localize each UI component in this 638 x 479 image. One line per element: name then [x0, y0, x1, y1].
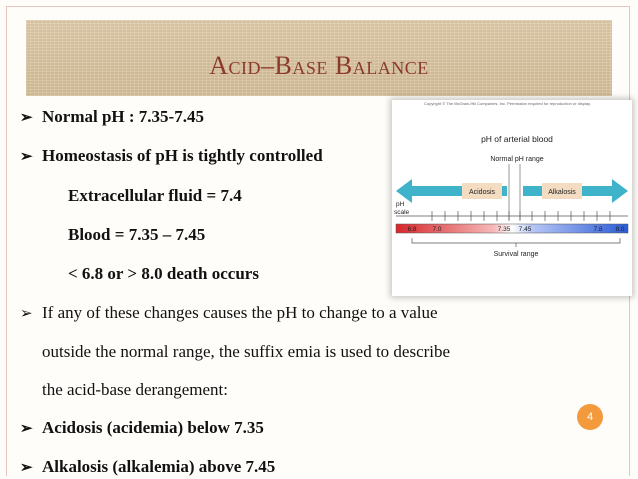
- acidosis-label: Acidosis: [468, 189, 496, 196]
- survival-range-label: Survival range: [493, 251, 539, 258]
- survival-range-bracket: [412, 238, 620, 243]
- bullet-text: Extracellular fluid = 7.4: [68, 186, 242, 205]
- bullet-alkalosis: [20, 456, 275, 479]
- bullet-text: Alkalosis (alkalemia) above 7.45: [42, 457, 276, 476]
- tick-7-45: 7.45: [518, 226, 532, 233]
- bullet-homeostasis: [20, 145, 323, 168]
- figure-copyright: Copyright © The McGraw-Hill Companies, Inc. Permission required for reproduction or display.: [424, 101, 591, 106]
- bullet-acidosis: [20, 417, 264, 440]
- scale-label: scale: [394, 209, 410, 216]
- bullet-text: < 6.8 or > 8.0 death occurs: [68, 264, 259, 283]
- arrow-bullet-icon: ➢: [20, 110, 33, 126]
- ph-label: pH: [396, 201, 405, 208]
- tick-7-35: 7.35: [497, 226, 511, 233]
- arrow-bullet-icon: ➢: [20, 149, 33, 165]
- arrow-bullet-icon: ➢: [20, 421, 33, 437]
- bullet-changes-cont-1: [20, 341, 450, 363]
- bullet-text: If any of these changes causes the pH to change to a value: [42, 303, 438, 322]
- bullet-text: Acidosis (acidemia) below 7.35: [42, 418, 264, 437]
- tick-8-0: 8.0: [615, 226, 625, 233]
- bullet-blood: [20, 224, 205, 246]
- arrow-bullet-icon: ➢: [20, 306, 33, 322]
- bullet-normal-ph: [20, 106, 204, 129]
- bullet-text: the acid-base derangement:: [42, 380, 228, 399]
- normal-range-label: Normal pH range: [490, 156, 544, 163]
- bullet-text: outside the normal range, the suffix emia is used to describe: [42, 342, 451, 361]
- bullet-death: [20, 263, 259, 285]
- alkalosis-label: Alkalosis: [548, 189, 576, 196]
- figure-heading: pH of arterial blood: [481, 134, 553, 144]
- slide-title: Acid–Base Balance: [209, 51, 429, 80]
- tick-7-8: 7.8: [593, 226, 603, 233]
- bullet-extracellular: [20, 185, 242, 207]
- page-number-badge: 4: [577, 404, 603, 430]
- bullet-changes-cont-2: [20, 379, 228, 401]
- ph-scale-diagram: [392, 100, 632, 296]
- bullet-text: Blood = 7.35 – 7.45: [68, 225, 206, 244]
- bullet-text: Homeostasis of pH is tightly controlled: [42, 146, 323, 165]
- bullet-text: Normal pH : 7.35-7.45: [42, 107, 204, 126]
- tick-6-8: 6.8: [407, 226, 417, 233]
- arrow-bullet-icon: ➢: [20, 460, 33, 476]
- tick-7-0: 7.0: [432, 226, 442, 233]
- bullet-changes: [20, 302, 438, 325]
